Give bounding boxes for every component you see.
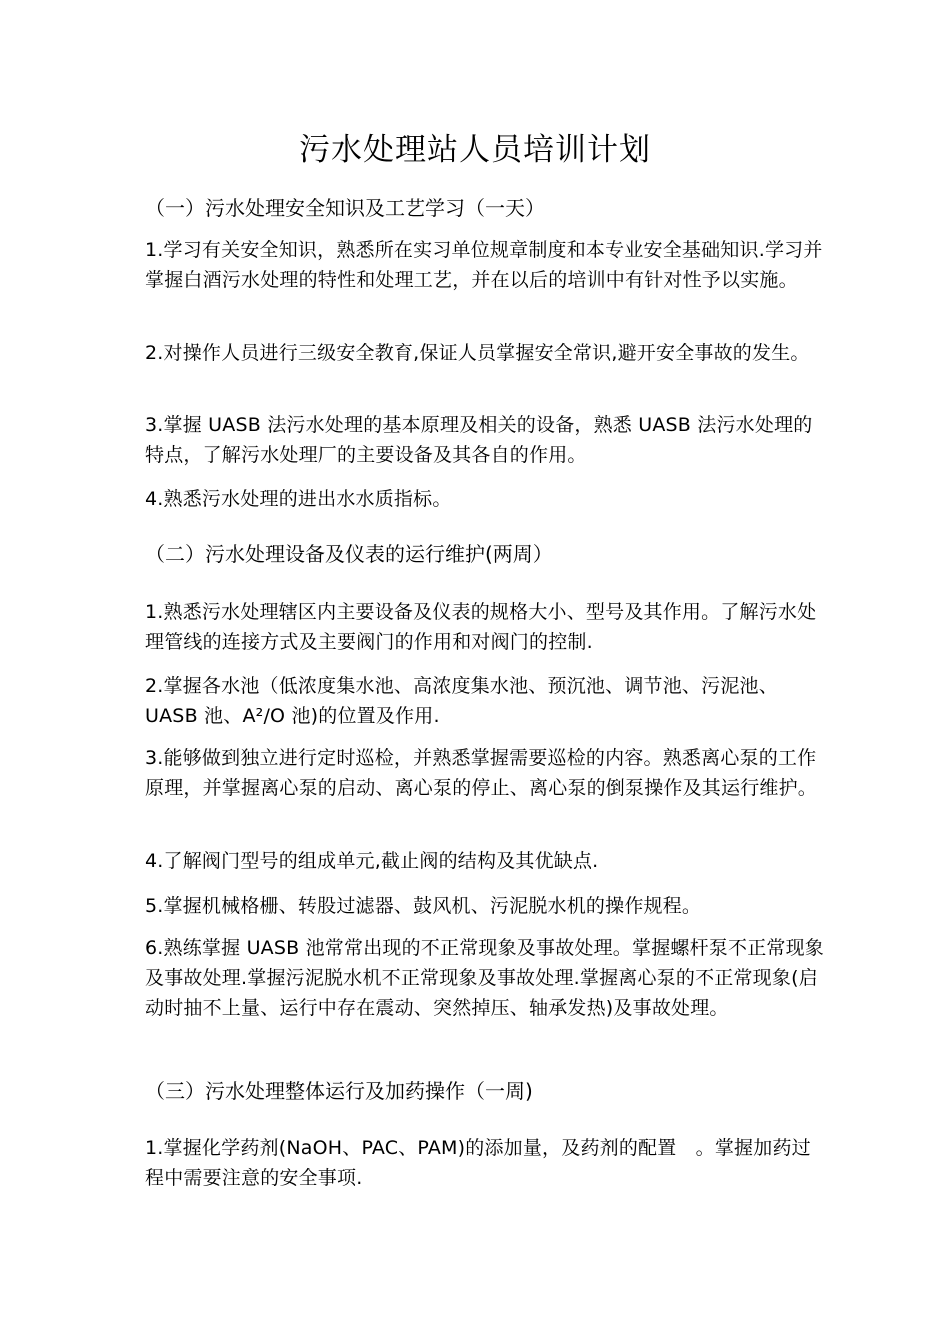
section-3-item-1: 1.掌握化学药剂(NaOH、PAC、PAM)的添加量，及药剂的配置 。掌握加药过程中需要注意的安全事项. [145, 1137, 811, 1189]
section-1-item-2: 2.对操作人员进行三级安全教育,保证人员掌握安全常识,避开安全事故的发生。 [145, 342, 810, 364]
section-2-item-3: 3.能够做到独立进行定时巡检，并熟悉掌握需要巡检的内容。熟悉离心泵的工作原理，并掌握离心泵的启动、离心泵的停止、离心泵的倒泵操作及其运行维护。 [145, 747, 818, 799]
section-2-item-6: 6.熟练掌握 UASB 池常常出现的不正常现象及事故处理。掌握螺杆泵不正常现象及事故处理.掌握污泥脱水机不正常现象及事故处理.掌握离心泵的不正常现象(启动时抽不上量、运行中存在震动、突然掉压、轴承发热)及事故处理。 [145, 937, 825, 1019]
section-2-item-1: 1.熟悉污水处理辖区内主要设备及仪表的规格大小、型号及其作用。了解污水处理管线的连接方式及主要阀门的作用和对阀门的控制. [145, 601, 817, 653]
section-heading-3: （三）污水处理整体运行及加药操作（一周) [145, 1079, 533, 1103]
section-1-item-1: 1.学习有关安全知识，熟悉所在实习单位规章制度和本专业安全基础知识.学习并掌握白酒污水处理的特性和处理工艺，并在以后的培训中有针对性予以实施。 [145, 239, 823, 291]
section-heading-2: （二）污水处理设备及仪表的运行维护(两周） [145, 542, 553, 566]
document-title: 污水处理站人员培训计划 [299, 132, 651, 168]
section-2-item-2: 2.掌握各水池（低浓度集水池、高浓度集水池、预沉池、调节池、污泥池、UASB 池、A²/O 池)的位置及作用. [145, 675, 778, 727]
section-1-item-4: 4.熟悉污水处理的进出水水质指标。 [145, 488, 452, 510]
section-2-item-5: 5.掌握机械格栅、转股过滤器、鼓风机、污泥脱水机的操作规程。 [145, 895, 702, 917]
section-1-item-3: 3.掌握 UASB 法污水处理的基本原理及相关的设备，熟悉 UASB 法污水处理的特点，了解污水处理厂的主要设备及其各自的作用。 [145, 414, 813, 466]
section-2-item-4: 4.了解阀门型号的组成单元,截止阀的结构及其优缺点. [145, 850, 599, 872]
section-heading-1: （一）污水处理安全知识及工艺学习（一天） [145, 196, 545, 220]
